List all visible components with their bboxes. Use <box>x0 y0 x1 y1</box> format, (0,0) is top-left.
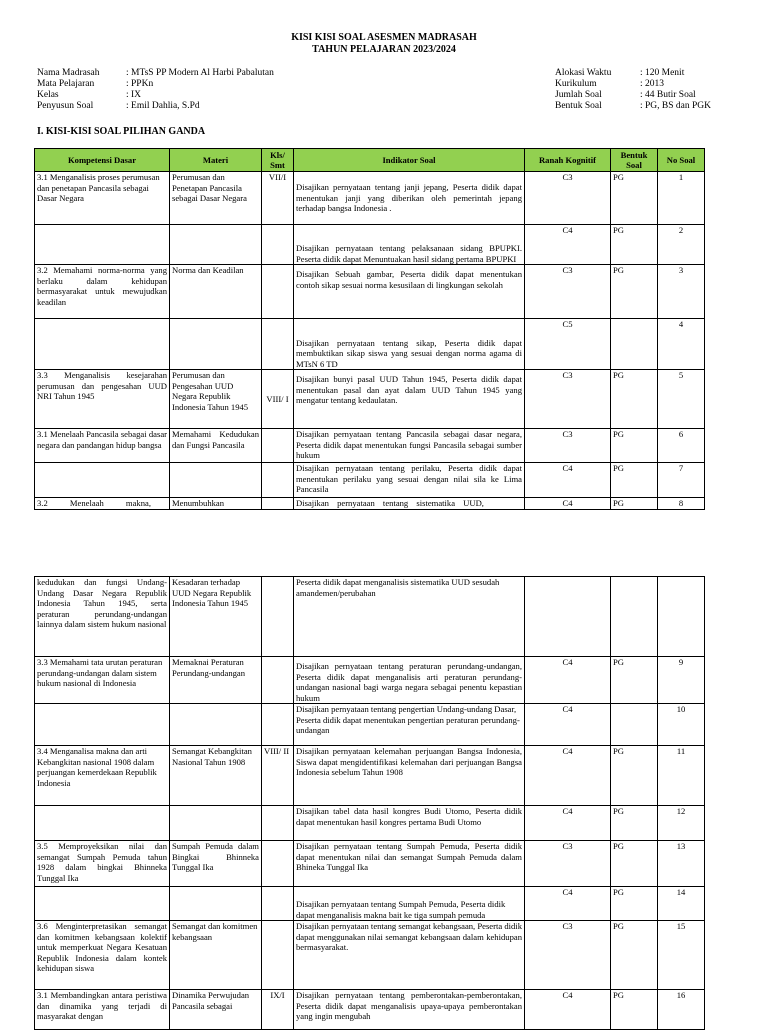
kls-cell: VII/I <box>262 172 294 225</box>
materi-cell: Dinamika Perwujudan Pancasila sebagai <box>170 990 262 1030</box>
no-cell: 12 <box>658 806 705 841</box>
column-header-materi: Materi <box>170 149 262 172</box>
bentuk-cell: PG <box>611 225 658 265</box>
table-row <box>35 370 705 429</box>
kd-cell: 3.1 Menganalisis proses perumusan dan penetapan Pancasila sebagai Dasar Negara <box>35 172 170 225</box>
no-cell: 8 <box>658 498 705 510</box>
ranah-cell: C3 <box>525 172 611 225</box>
ranah-cell: C5 <box>525 319 611 370</box>
table-row <box>35 225 705 265</box>
meta-value: : IX <box>126 90 142 100</box>
indikator-cell: Disajikan pernyataan tentang semangat kebangsaan, Peserta didik dapat menggunakan nilai semangat kebangsaan dalam kehidupan bermasyarakat. <box>294 921 525 990</box>
no-cell: 13 <box>658 841 705 887</box>
no-cell: 10 <box>658 704 705 746</box>
meta-label: Penyusun Soal <box>37 101 94 111</box>
kd-cell: 3.6 Menginterpretasikan semangat dan komitmen kebangsaan kolektif untuk memperkuat Negara Kesatuan Republik Indonesia dalam kontek kehidupan siswa <box>35 921 170 990</box>
bentuk-cell: PG <box>611 265 658 319</box>
no-cell: 14 <box>658 887 705 921</box>
column-header-indikator: Indikator Soal <box>294 149 525 172</box>
indikator-cell: Disajikan bunyi pasal UUD Tahun 1945, Peserta didik dapat menentukan pasal dan ayat dalam UUD Tahun 1945 yang mengatur tentang kedaulatan. <box>294 370 525 429</box>
meta-label: Mata Pelajaran <box>37 79 95 89</box>
column-header-kd: Kompetensi Dasar <box>35 149 170 172</box>
table-row <box>35 172 705 225</box>
ranah-cell: C3 <box>525 429 611 463</box>
kls-cell <box>262 921 294 990</box>
ranah-cell: C3 <box>525 921 611 990</box>
meta-value: : Emil Dahlia, S.Pd <box>126 101 200 111</box>
kd-cell <box>35 887 170 921</box>
indikator-cell: Disajikan pernyataan tentang pelaksanaan sidang BPUPKI. Peserta didik dapat Menuntuakan hasil sidang pertama BPUPKI <box>294 225 525 265</box>
table-row <box>35 577 705 657</box>
bentuk-cell <box>611 319 658 370</box>
section-title: I. KISI-KISI SOAL PILIHAN GANDA <box>37 126 206 137</box>
ranah-cell <box>525 577 611 657</box>
kls-cell <box>262 657 294 704</box>
indikator-cell: Disajikan pernyataan tentang Sumpah Pemuda, Peserta didik dapat menentukan nilai dan semangat Sumpah Pemuda dalam Bhineka Tunggal Ika <box>294 841 525 887</box>
ranah-cell: C3 <box>525 841 611 887</box>
kls-cell <box>262 225 294 265</box>
indikator-cell: Disajikan pernyataan tentang peraturan perundang-undangan, Peserta didik dapat menganalisis arti peraturan perundang-undangan nasional bagi warga negara sebagai penentu kepastian hukum <box>294 657 525 704</box>
kls-cell <box>262 806 294 841</box>
materi-cell <box>170 319 262 370</box>
kd-cell: 3.5 Memproyeksikan nilai dan semangat Sumpah Pemuda tahun 1928 dalam bingkai Bhinneka Tunggal Ika <box>35 841 170 887</box>
kd-cell <box>35 463 170 498</box>
table-row <box>35 704 705 746</box>
ranah-cell: C4 <box>525 887 611 921</box>
ranah-cell: C4 <box>525 746 611 806</box>
kd-cell: 3.3 Memahami tata urutan peraturan perundang-undangan dalam sistem hukum nasional di Indonesia <box>35 657 170 704</box>
bentuk-cell: PG <box>611 429 658 463</box>
bentuk-cell: PG <box>611 657 658 704</box>
materi-cell <box>170 463 262 498</box>
meta-value: : 44 Butir Soal <box>640 90 696 100</box>
no-cell: 11 <box>658 746 705 806</box>
kd-cell <box>35 704 170 746</box>
table-row <box>35 921 705 990</box>
kls-cell <box>262 429 294 463</box>
no-cell: 9 <box>658 657 705 704</box>
column-header-bentuk: Bentuk Soal <box>611 149 658 172</box>
meta-left <box>37 68 274 112</box>
materi-cell: Perumusan dan Penetapan Pancasila sebagai Dasar Negara <box>170 172 262 225</box>
materi-cell: Norma dan Keadilan <box>170 265 262 319</box>
ranah-cell: C4 <box>525 498 611 510</box>
table-row <box>35 806 705 841</box>
indikator-cell: Disajikan pernyataan tentang pengertian Undang-undang Dasar, Peserta didik dapat menentukan pengertian peraturan perundang-undangan <box>294 704 525 746</box>
indikator-cell: Disajikan pernyataan tentang pemberontakan-pemberontakan, Peserta didik dapat menganalisis upaya-upaya pemberontakan yang ingin mengubah <box>294 990 525 1030</box>
materi-cell: Menumbuhkan <box>170 498 262 510</box>
kd-cell <box>35 319 170 370</box>
meta-label: Nama Madrasah <box>37 68 100 78</box>
ranah-cell: C4 <box>525 657 611 704</box>
kd-cell <box>35 225 170 265</box>
kd-cell: 3.2 Memahami norma-norma yang berlaku dalam kehidupan bermasyarakat untuk mewujudkan keadilan <box>35 265 170 319</box>
bentuk-cell: PG <box>611 990 658 1030</box>
bentuk-cell: PG <box>611 887 658 921</box>
table-row <box>35 429 705 463</box>
kd-cell: 3.1 Membandingkan antara peristiwa dan dinamika yang terjadi di masyarakat dengan <box>35 990 170 1030</box>
ranah-cell: C3 <box>525 370 611 429</box>
materi-cell: Semangat dan komitmen kebangsaan <box>170 921 262 990</box>
kls-cell <box>262 577 294 657</box>
ranah-cell: C4 <box>525 463 611 498</box>
indikator-cell: Disajikan pernyataan tentang perilaku, Peserta didik dapat menentukan perilaku yang sesuai dengan nilai sila ke Lima Pancasila <box>294 463 525 498</box>
table-row <box>35 463 705 498</box>
kls-cell <box>262 498 294 510</box>
materi-cell <box>170 806 262 841</box>
kd-cell: 3.2 Menelaah makna, <box>35 498 170 510</box>
ranah-cell: C4 <box>525 704 611 746</box>
indikator-cell: Peserta didik dapat menganalisis sistematika UUD sesudah amandemen/perubahan <box>294 577 525 657</box>
materi-cell: Semangat Kebangkitan Nasional Tahun 1908 <box>170 746 262 806</box>
meta-value: : 2013 <box>640 79 665 89</box>
bentuk-cell: PG <box>611 921 658 990</box>
indikator-cell: Disajikan pernyataan tentang janji jepang, Peserta didik dapat menentukan janji yang diberikan oleh pemerintah jepang terhadap bangsa Indonesia . <box>294 172 525 225</box>
no-cell: 15 <box>658 921 705 990</box>
indikator-cell: Disajikan pernyataan kelemahan perjuangan Bangsa Indonesia, Siswa dapat mengidentifikasi kelemahan dari perjuangan Bangsa Indonesia sebelum Tahun 1908 <box>294 746 525 806</box>
meta-label: Kurikulum <box>555 79 597 89</box>
table-row <box>35 498 705 510</box>
bentuk-cell <box>611 577 658 657</box>
bentuk-cell: PG <box>611 498 658 510</box>
materi-cell: Kesadaran terhadap UUD Negara Republik Indonesia Tahun 1945 <box>170 577 262 657</box>
meta-value: : 120 Menit <box>640 68 685 78</box>
kls-cell <box>262 265 294 319</box>
materi-cell <box>170 887 262 921</box>
bentuk-cell: PG <box>611 370 658 429</box>
kisi-kisi-table-continued <box>34 576 705 1030</box>
indikator-cell: Disajikan pernyataan tentang Pancasila sebagai dasar negara, Peserta didik dapat menentukan fungsi Pancasila sebagai sumber hukum <box>294 429 525 463</box>
meta-value: : MTsS PP Modern Al Harbi Pabalutan <box>126 68 274 78</box>
meta-right <box>555 68 711 112</box>
meta-label: Kelas <box>37 90 59 100</box>
bentuk-cell: PG <box>611 806 658 841</box>
no-cell <box>658 577 705 657</box>
no-cell: 5 <box>658 370 705 429</box>
indikator-cell: Disajikan tabel data hasil kongres Budi Utomo, Peserta didik dapat menentukan hasil kongres pertama Budi Utomo <box>294 806 525 841</box>
bentuk-cell: PG <box>611 463 658 498</box>
column-header-ranah: Ranah Kognitif <box>525 149 611 172</box>
ranah-cell: C3 <box>525 265 611 319</box>
materi-cell: Memaknai Peraturan Perundang-undangan <box>170 657 262 704</box>
table-row <box>35 841 705 887</box>
meta-label: Bentuk Soal <box>555 101 602 111</box>
table-row <box>35 887 705 921</box>
no-cell: 1 <box>658 172 705 225</box>
materi-cell: Sumpah Pemuda dalam Bingkai Bhinneka Tunggal Ika <box>170 841 262 887</box>
materi-cell <box>170 704 262 746</box>
kd-cell: 3.1 Menelaah Pancasila sebagai dasar negara dan pandangan hidup bangsa <box>35 429 170 463</box>
indikator-cell: Disajikan pernyataan tentang Sumpah Pemuda, Peserta didik dapat menganalisis makna bait ke tiga sumpah pemuda <box>294 887 525 921</box>
kls-cell: VIII/ I <box>262 370 294 429</box>
kd-cell: 3.3 Menganalisis kesejarahan perumusan dan pengesahan UUD NRI Tahun 1945 <box>35 370 170 429</box>
kd-cell: 3.4 Menganalisa makna dan arti Kebangkitan nasional 1908 dalam perjuangan kemerdekaan Republik Indonesia <box>35 746 170 806</box>
indikator-cell: Disajikan pernyataan tentang sistematika UUD, <box>294 498 525 510</box>
kls-cell <box>262 841 294 887</box>
meta-value: : PPKn <box>126 79 154 89</box>
bentuk-cell: PG <box>611 841 658 887</box>
kls-cell <box>262 704 294 746</box>
ranah-cell: C4 <box>525 225 611 265</box>
document-title: KISI KISI SOAL ASESMEN MADRASAH <box>291 32 477 43</box>
bentuk-cell: PG <box>611 746 658 806</box>
indikator-cell: Disajikan Sebuah gambar, Peserta didik dapat menentukan contoh sikap sesuai norma kesusilaan di lingkungan sekolah <box>294 265 525 319</box>
kd-cell: kedudukan dan fungsi Undang-Undang Dasar Negara Republik Indonesia Tahun 1945, serta peraturan perundang-undangan lainnya dalam sistem hukum nasional <box>35 577 170 657</box>
meta-value: : PG, BS dan PGK <box>640 101 711 111</box>
bentuk-cell: PG <box>611 172 658 225</box>
column-header-kls: Kls/ Smt <box>262 149 294 172</box>
no-cell: 2 <box>658 225 705 265</box>
meta-label: Jumlah Soal <box>555 90 602 100</box>
kls-cell <box>262 463 294 498</box>
ranah-cell: C4 <box>525 990 611 1030</box>
kisi-kisi-table <box>34 148 705 510</box>
kls-cell: VIII/ II <box>262 746 294 806</box>
table-row <box>35 746 705 806</box>
no-cell: 6 <box>658 429 705 463</box>
indikator-cell: Disajikan pernyataan tentang sikap, Peserta didik dapat membuktikan sikap siswa yang sesuai dengan norma agama di MTsN 6 TD <box>294 319 525 370</box>
kls-cell <box>262 319 294 370</box>
table-row <box>35 657 705 704</box>
kls-cell: IX/I <box>262 990 294 1030</box>
materi-cell: Perumusan dan Pengesahan UUD Negara Republik Indonesia Tahun 1945 <box>170 370 262 429</box>
bentuk-cell <box>611 704 658 746</box>
kls-cell <box>262 887 294 921</box>
materi-cell: Memahami Kedudukan dan Fungsi Pancasila <box>170 429 262 463</box>
meta-label: Alokasi Waktu <box>555 68 612 78</box>
no-cell: 3 <box>658 265 705 319</box>
column-header-no: No Soal <box>658 149 705 172</box>
kd-cell <box>35 806 170 841</box>
no-cell: 4 <box>658 319 705 370</box>
no-cell: 7 <box>658 463 705 498</box>
materi-cell <box>170 225 262 265</box>
table-row <box>35 265 705 319</box>
no-cell: 16 <box>658 990 705 1030</box>
document-subtitle: TAHUN PELAJARAN 2023/2024 <box>312 44 456 55</box>
table-row <box>35 319 705 370</box>
ranah-cell: C4 <box>525 806 611 841</box>
